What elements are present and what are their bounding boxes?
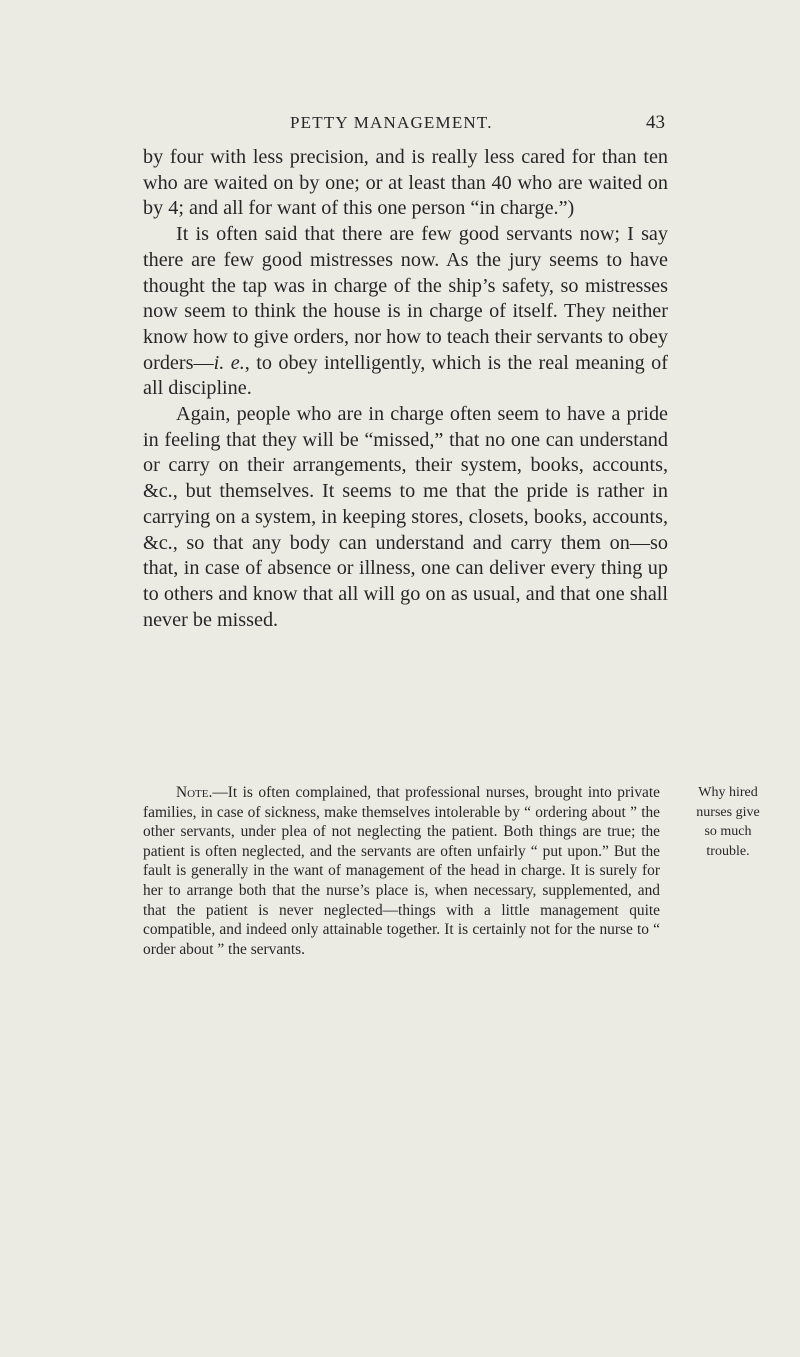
- paragraph-2-text: It is often said that there are few good servants now; I say there are few good mistresses now. As the jury seems to have thought the tap was in charge of the ship’s safety, so mistresses now seem to think the house is in charge of itself. They neither know how to give orders, nor how to teach their servants to obey orders—: [143, 223, 668, 374]
- note-text: —It is often complained, that professional nurses, brought into private families, in case of sickness, make themselves intolerable by “ ordering about ” the other servants, under plea of not neglecting the patient. Both things are true; the patient is often neglected, and the servants are often unfairly “ put upon.” But the fault is generally in the want of management of the head in charge. It is surely for her to arrange both that the nurse’s place is, when necessary, supplemented, and that the patient is never neglected—things with a little management quite compatible, and indeed only attainable together. It is certainly not for the nurse to “ order about ” the servants.: [143, 784, 660, 958]
- marginal-note-line: Why hired: [698, 785, 758, 800]
- body-text: [143, 145, 668, 633]
- note-label: Note.: [176, 784, 213, 801]
- paragraph-2-italic: i. e.: [213, 351, 245, 374]
- running-title: PETTY MANAGEMENT.: [290, 113, 493, 132]
- paragraph-2-end: , to obey intelligently, which is the real meaning of all discipline.: [143, 351, 668, 400]
- marginal-note-line: trouble.: [706, 843, 750, 859]
- page-number: 43: [646, 112, 665, 133]
- marginal-note-line: so much: [704, 824, 752, 840]
- marginal-note: [664, 783, 792, 861]
- paragraph-2: [143, 222, 668, 402]
- note-paragraph: [143, 783, 660, 959]
- paragraph-3: Again, people who are in charge often seem to have a pride in feeling that they will be “missed,” that no one can understand or carry on their arrangements, their system, books, accounts, &c., but themselves. It seems to me that the pride is rather in carrying on a system, in keeping stores, closets, books, accounts, &c., so that any body can understand and carry them on—so that, in case of absence or illness, one can deliver every thing up to others and know that all will go on as usual, and that one shall never be missed.: [143, 403, 668, 631]
- marginal-note-line: nurses give: [696, 804, 760, 820]
- footnote: [143, 783, 660, 959]
- paragraph-1: by four with less precision, and is really less cared for than ten who are waited on by one; or at least than 40 who are waited on by 4; and all for want of this one person “in charge.”): [143, 146, 668, 220]
